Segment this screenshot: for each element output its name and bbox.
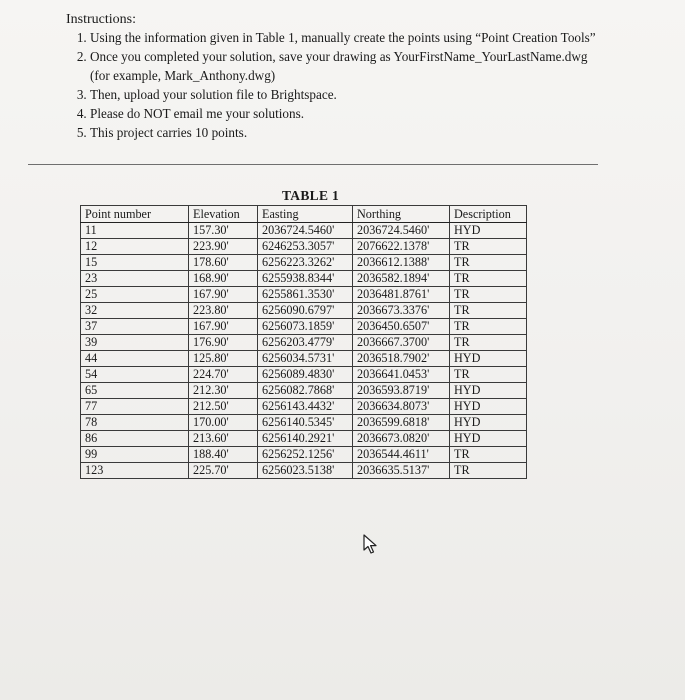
section-divider	[28, 164, 598, 165]
cell-easting: 2036724.5460'	[258, 223, 353, 239]
cell-point-number: 78	[81, 415, 189, 431]
cell-northing: 2036612.1388'	[353, 255, 450, 271]
cell-elevation: 125.80'	[189, 351, 258, 367]
table-row	[81, 303, 527, 319]
cell-description: TR	[450, 335, 527, 351]
cell-easting: 6256023.5138'	[258, 463, 353, 479]
table-row	[81, 399, 527, 415]
cell-easting: 6256073.1859'	[258, 319, 353, 335]
cell-description: TR	[450, 239, 527, 255]
table-row	[81, 351, 527, 367]
cell-point-number: 25	[81, 287, 189, 303]
header-elevation: Elevation	[189, 206, 258, 223]
cell-elevation: 212.30'	[189, 383, 258, 399]
cell-northing: 2036450.6507'	[353, 319, 450, 335]
cell-elevation: 176.90'	[189, 335, 258, 351]
table-row	[81, 255, 527, 271]
header-northing: Northing	[353, 206, 450, 223]
cell-description: TR	[450, 271, 527, 287]
cell-easting: 6255938.8344'	[258, 271, 353, 287]
cell-easting: 6256252.1256'	[258, 447, 353, 463]
table-row	[81, 447, 527, 463]
instructions-list	[66, 28, 610, 142]
cell-description: HYD	[450, 383, 527, 399]
table-row	[81, 367, 527, 383]
cell-description: HYD	[450, 415, 527, 431]
cell-description: HYD	[450, 399, 527, 415]
cell-point-number: 54	[81, 367, 189, 383]
cell-elevation: 212.50'	[189, 399, 258, 415]
cell-elevation: 223.90'	[189, 239, 258, 255]
cell-easting: 6256140.5345'	[258, 415, 353, 431]
table-title: TABLE 1	[282, 188, 339, 203]
cell-point-number: 77	[81, 399, 189, 415]
cell-easting: 6246253.3057'	[258, 239, 353, 255]
cell-northing: 2036724.5460'	[353, 223, 450, 239]
cell-point-number: 44	[81, 351, 189, 367]
cell-elevation: 178.60'	[189, 255, 258, 271]
cell-northing: 2036634.8073'	[353, 399, 450, 415]
cell-easting: 6256203.4779'	[258, 335, 353, 351]
table-row	[81, 463, 527, 479]
cell-point-number: 65	[81, 383, 189, 399]
cell-elevation: 168.90'	[189, 271, 258, 287]
cell-description: HYD	[450, 431, 527, 447]
cell-northing: 2036518.7902'	[353, 351, 450, 367]
table-row	[81, 335, 527, 351]
cell-northing: 2036599.6818'	[353, 415, 450, 431]
cell-elevation: 167.90'	[189, 319, 258, 335]
cell-elevation: 188.40'	[189, 447, 258, 463]
cell-northing: 2036673.0820'	[353, 431, 450, 447]
cell-point-number: 11	[81, 223, 189, 239]
cell-elevation: 157.30'	[189, 223, 258, 239]
cell-northing: 2036544.4611'	[353, 447, 450, 463]
cell-point-number: 15	[81, 255, 189, 271]
table-row	[81, 271, 527, 287]
header-point-number: Point number	[81, 206, 189, 223]
cell-description: TR	[450, 367, 527, 383]
header-description: Description	[450, 206, 527, 223]
cell-elevation: 170.00'	[189, 415, 258, 431]
table-header-row	[81, 206, 527, 223]
cell-elevation: 224.70'	[189, 367, 258, 383]
instruction-item: 2. Once you completed your solution, save your drawing as YourFirstName_YourLastName.dwg (for example, Mark_Anthony.dwg)	[90, 47, 610, 85]
cell-point-number: 12	[81, 239, 189, 255]
table-row	[81, 415, 527, 431]
cell-elevation: 213.60'	[189, 431, 258, 447]
table-body	[81, 223, 527, 479]
cell-easting: 6256034.5731'	[258, 351, 353, 367]
cell-easting: 6256223.3262'	[258, 255, 353, 271]
table-row	[81, 319, 527, 335]
cell-point-number: 99	[81, 447, 189, 463]
cell-point-number: 123	[81, 463, 189, 479]
cell-easting: 6256090.6797'	[258, 303, 353, 319]
instruction-item: 5. This project carries 10 points.	[90, 123, 610, 142]
instruction-item: 4. Please do NOT email me your solutions.	[90, 104, 610, 123]
cell-description: HYD	[450, 223, 527, 239]
cell-elevation: 223.80'	[189, 303, 258, 319]
cell-description: HYD	[450, 351, 527, 367]
cell-point-number: 37	[81, 319, 189, 335]
cell-elevation: 225.70'	[189, 463, 258, 479]
cell-point-number: 86	[81, 431, 189, 447]
cell-point-number: 39	[81, 335, 189, 351]
cell-easting: 6256089.4830'	[258, 367, 353, 383]
cell-northing: 2036481.8761'	[353, 287, 450, 303]
cell-description: TR	[450, 463, 527, 479]
cell-easting: 6256082.7868'	[258, 383, 353, 399]
instructions-heading: Instructions:	[66, 12, 136, 27]
cell-description: TR	[450, 287, 527, 303]
mouse-pointer-icon	[362, 534, 380, 554]
cell-point-number: 32	[81, 303, 189, 319]
table-row	[81, 431, 527, 447]
cell-elevation: 167.90'	[189, 287, 258, 303]
cell-northing: 2076622.1378'	[353, 239, 450, 255]
header-easting: Easting	[258, 206, 353, 223]
cell-northing: 2036667.3700'	[353, 335, 450, 351]
cell-northing: 2036641.0453'	[353, 367, 450, 383]
cell-easting: 6255861.3530'	[258, 287, 353, 303]
cell-northing: 2036673.3376'	[353, 303, 450, 319]
points-table	[80, 205, 527, 479]
instruction-item: 3. Then, upload your solution file to Brightspace.	[90, 85, 610, 104]
cell-easting: 6256140.2921'	[258, 431, 353, 447]
cell-description: TR	[450, 447, 527, 463]
cell-description: TR	[450, 319, 527, 335]
cell-description: TR	[450, 303, 527, 319]
cell-northing: 2036593.8719'	[353, 383, 450, 399]
cell-point-number: 23	[81, 271, 189, 287]
cell-northing: 2036635.5137'	[353, 463, 450, 479]
table-row	[81, 287, 527, 303]
cell-northing: 2036582.1894'	[353, 271, 450, 287]
table-row	[81, 383, 527, 399]
table-row	[81, 239, 527, 255]
cell-description: TR	[450, 255, 527, 271]
cell-easting: 6256143.4432'	[258, 399, 353, 415]
table-row	[81, 223, 527, 239]
instruction-item: 1. Using the information given in Table 1, manually create the points using “Point Creation Tools”	[90, 28, 610, 47]
